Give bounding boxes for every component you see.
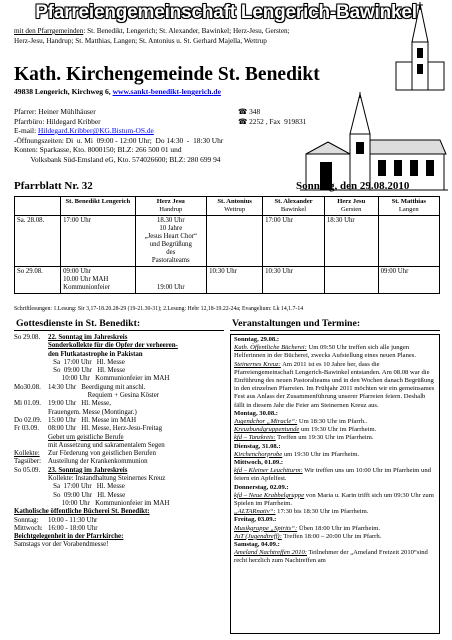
service-text: So 09:00 Uhr Hl. Messe xyxy=(48,491,126,499)
contact-row xyxy=(14,155,314,165)
event-date: Freitag, 03.09.: xyxy=(234,516,277,524)
table-cell: Sa. 28.08. xyxy=(15,216,61,267)
event-entry xyxy=(234,459,436,467)
event-entry xyxy=(234,434,436,442)
service-line xyxy=(14,508,224,516)
email-link[interactable]: Hildegard.Kribber@KG.Bistum-OS.de xyxy=(38,126,154,135)
table-row xyxy=(15,216,440,267)
event-title: Ameland Nachtreffen 2010: xyxy=(234,549,308,557)
service-line xyxy=(14,533,224,541)
contact-label: Pfarrer: Heiner Mühlhäuser xyxy=(14,107,96,116)
event-date: Samstag, 04.09.: xyxy=(234,541,280,549)
event-title: Jugendchor „Miracle“: xyxy=(234,418,298,426)
event-date: Mittwoch, 01.09.: xyxy=(234,459,284,467)
event-text: 17:30 bis 18:30 Uhr im Pfarrheim. xyxy=(275,508,369,516)
newsletter-date: Sonntag, den 29.08.2010 xyxy=(296,180,410,192)
parish-list-lead: mit den Pfarrgemeinden xyxy=(14,27,84,35)
contact-row xyxy=(14,117,314,127)
event-entry xyxy=(234,525,436,533)
event-text: von Maria u. Karin trifft sich um 09:30 Uhr zum Spielen im Pfarrheim. xyxy=(234,491,434,508)
table-cell: 19:00 Uhr xyxy=(135,267,207,294)
event-text: Um 09:50 Uhr treffen sich alle jungen Helferinnen in der Bücherei, zwecks Aufstellung eines neuen Planes. xyxy=(234,344,417,360)
service-text: Sonderkollekte für die Opfer der verheeren- xyxy=(48,342,178,350)
service-line xyxy=(14,458,224,466)
service-line xyxy=(14,541,224,549)
parish-address xyxy=(14,87,221,96)
contact-number: 348 xyxy=(249,107,261,116)
event-text: Wir treffen uns um 10:00 Uhr im Pfarrheim und feiern ein Apfelfest. xyxy=(234,467,431,483)
service-line xyxy=(14,342,224,350)
service-text: 10:00 Uhr Kommunionfeier im MAH xyxy=(48,375,170,383)
service-text: Katholische öffentliche Bücherei St. Benedikt: xyxy=(14,508,150,516)
service-line xyxy=(14,425,224,433)
service-line xyxy=(14,351,224,359)
parish-list xyxy=(14,26,384,46)
service-date: Tagsüber: xyxy=(14,458,42,466)
contact-label: -Öffnungszeiten: Di u. Mi 09:00 - 12:00 Uhr; Do 14:30 - 18:30 Uhr xyxy=(14,135,224,145)
header-name: St. Antonius xyxy=(217,198,252,205)
table-row xyxy=(15,267,440,294)
header-name: Herz Jesu xyxy=(156,198,185,205)
events-list xyxy=(230,334,440,634)
service-text: mit Aussetzung und sakramentalem Segen xyxy=(48,441,165,449)
table-cell: 17:00 Uhr xyxy=(263,216,325,267)
header-sub: Gersten xyxy=(340,206,362,213)
table-header-row xyxy=(15,197,440,216)
church-building-image xyxy=(300,92,448,192)
service-date: So 05.09. xyxy=(14,466,41,474)
service-text: Frauengem. Messe (Montingar.) xyxy=(48,408,137,416)
table-cell: 17:00 Uhr xyxy=(61,216,135,267)
event-entry xyxy=(234,336,436,344)
address-text: 49838 Lengerich, Kirchweg 6, xyxy=(14,87,111,96)
service-text: 19:00 Uhr Hl. Messe, xyxy=(48,400,111,408)
event-entry xyxy=(234,549,436,565)
service-date: Sonntag: xyxy=(14,516,39,524)
newsletter-number: Pfarrblatt Nr. 32 xyxy=(14,180,93,192)
event-title: kfd – Kleiner Leuchtturm: xyxy=(234,467,303,475)
service-text: 23. Sonntag im Jahreskreis xyxy=(48,466,128,474)
services-heading: Gottesdienste in St. Benedikt: xyxy=(14,318,224,331)
mass-schedule-table xyxy=(14,196,440,294)
event-title: Kath. Öffentliche Bücherei: xyxy=(234,344,307,352)
service-date: So 29.08. xyxy=(14,334,41,341)
event-date: Donnerstag, 02.09.: xyxy=(234,483,289,491)
phone-icon: ☎ xyxy=(238,116,250,126)
event-entry xyxy=(234,344,436,360)
event-title: Kreuzbundgruppentunde xyxy=(234,426,300,434)
service-line xyxy=(14,400,224,408)
service-line xyxy=(14,483,224,491)
phone-icon: ☎ xyxy=(238,107,250,116)
service-text: 22. Sonntag im Jahreskreis xyxy=(48,334,128,341)
service-line xyxy=(14,417,224,425)
contact-value xyxy=(238,117,306,127)
event-entry xyxy=(234,426,436,434)
church-steeple-image xyxy=(392,2,448,92)
header-sub: Langen xyxy=(398,206,419,213)
service-line xyxy=(14,525,224,533)
table-cell xyxy=(207,216,263,267)
table-header-cell xyxy=(135,197,207,216)
header-name: St. Benedikt Lengerich xyxy=(65,198,131,205)
event-entry xyxy=(234,533,436,541)
event-entry xyxy=(234,541,436,549)
service-text: So 09:00 Uhr Hl. Messe xyxy=(48,367,126,375)
service-text: Samstags vor der Vorabendmesse! xyxy=(14,541,109,549)
table-cell: 09:00 Uhr 10.00 Uhr MAH Kommunionfeier xyxy=(61,267,135,294)
service-text: 10:00 - 11:30 Uhr xyxy=(48,516,98,524)
contact-label: Konten: Sparkasse, Kto. 8000150; BLZ: 266 500 01 und xyxy=(14,145,182,154)
event-text: Üben 18:00 Uhr im Pfarrheim. xyxy=(297,524,380,532)
service-text: 10:00 Uhr Kommunionfeier im MAH xyxy=(48,499,170,507)
service-text: Zur Förderung von geistlichen Berufen xyxy=(48,450,156,458)
event-text: Um 18:30 Uhr im Pfarrh.. xyxy=(297,418,368,426)
event-entry xyxy=(234,451,436,459)
event-entry xyxy=(234,361,436,410)
service-date: Mittwoch: xyxy=(14,524,43,532)
event-title: JuT (Jugendtreff): xyxy=(234,532,282,540)
event-entry xyxy=(234,410,436,418)
event-text: um 19:30 Uhr im Pfarrheim. xyxy=(299,426,377,434)
table-cell xyxy=(378,216,439,267)
header-sub: Bawinkel xyxy=(280,206,307,213)
table-cell: So 29.08. xyxy=(15,267,61,294)
scripture-readings: Schriftlesungen: 1.Lesung: Sir 3,17-18.20.28-29 (19-21.30-31); 2.Lesung: Hebr 12,18-19.22-24a; Evangelium: Lk 14,1.7-14 xyxy=(14,306,304,312)
event-text: Teilnehmer der „Ameland Freizeit 2010“sind recht herzlich zum Nachtreffen am xyxy=(234,549,428,565)
events-heading: Veranstaltungen und Termine: xyxy=(230,318,440,331)
service-text: Requiem + Gesina Köster xyxy=(48,392,160,400)
service-line xyxy=(14,500,224,508)
parish-list-line1: : St. Benedikt, Lengerich; St. Alexander, Bawinkel; Herz-Jesu, Gersten; xyxy=(83,27,290,35)
service-text: Sa 17:00 Uhr Hl. Messe xyxy=(48,483,125,491)
service-text: 08:00 Uhr Hl. Messe, Herz-Jesu-Freitag xyxy=(48,425,163,433)
service-line xyxy=(14,475,224,483)
service-date: Mo30.08. xyxy=(14,383,41,391)
table-header-cell xyxy=(61,197,135,216)
page-title: Kath. Kirchengemeinde St. Benedikt xyxy=(14,64,320,85)
website-link[interactable]: www.sankt-benedikt-lengerich.de xyxy=(112,87,222,96)
service-line xyxy=(14,517,224,525)
event-title: Kirchenchorprobe xyxy=(234,450,283,458)
event-entry xyxy=(234,443,436,451)
event-title: kfd – Neue Krabbelgruppe xyxy=(234,491,305,499)
service-line xyxy=(14,434,224,442)
event-date: Montag, 30.08.: xyxy=(234,409,278,417)
event-title: kfd – Tanzkreis: xyxy=(234,434,276,442)
event-text: Am 2011 ist es 10 Jahre her, dass die Pfarreiengemeinschaft Lengerich-Bawinkel entstanden. Am 08.08 war die Einführung des neuen Pastoralteams und in den Wochen danach Begrüßung in den einzelnen Pfarreien. Im Frühjahr 2011 möchten wir ein gemeinsames Fest aus Anlass der Zusammenführung unserer Pfarreien feiern. Deshalb fällt in diesem Jahr die Feier am Steinernen Kreuz aus. xyxy=(234,360,435,409)
service-text: Sa 17:00 Uhr Hl. Messe xyxy=(48,358,125,366)
service-line xyxy=(14,367,224,375)
contact-label: Pfarrbüro: Hildegard Kribber xyxy=(14,116,101,126)
service-line xyxy=(14,334,224,342)
service-date: Mi 01.09. xyxy=(14,400,41,408)
event-entry xyxy=(234,484,436,492)
table-cell: 18.30 Uhr 10 Jahre „Jesus Heart Chor“ und Begrüßung des Pastoralteams xyxy=(135,216,207,267)
service-text: 16:00 - 18:00 Uhr xyxy=(48,524,98,532)
service-line xyxy=(14,467,224,475)
header-sub: Handrup xyxy=(159,206,183,213)
parish-list-line2: Herz-Jesu, Handrup; St. Matthias, Langen; St. Antonius u. St. Gerhard Majella, Wettrup xyxy=(14,37,267,45)
event-entry xyxy=(234,508,436,516)
table-cell: 18:30 Uhr xyxy=(324,216,378,267)
event-text: Treffen 18:00 – 20:00 Uhr im Pfarrh. xyxy=(281,532,382,540)
service-date: Kollekte: xyxy=(14,450,40,458)
service-line xyxy=(14,392,224,400)
event-entry xyxy=(234,516,436,524)
service-text: Gebet um geistliche Berufe xyxy=(48,433,124,441)
event-entry xyxy=(234,492,436,508)
service-line xyxy=(14,442,224,450)
table-cell xyxy=(324,267,378,294)
table-header-cell xyxy=(263,197,325,216)
service-line xyxy=(14,375,224,383)
service-line xyxy=(14,492,224,500)
event-title: „ALTARnativ“: xyxy=(234,508,276,516)
table-header-cell xyxy=(324,197,378,216)
service-text: Kollekte: Instandhaltung Steinernes Kreuz xyxy=(48,475,166,483)
service-date: Fr 03.09. xyxy=(14,425,40,433)
service-line xyxy=(14,384,224,392)
table-header-cell xyxy=(378,197,439,216)
header-name: Herz Jesu xyxy=(337,198,366,205)
contact-label: Volksbank Süd-Emsland eG, Kto. 574026600; BLZ: 280 699 94 xyxy=(14,154,221,164)
service-line xyxy=(14,450,224,458)
contact-number: 2252 , Fax 919831 xyxy=(249,116,307,126)
table-cell: 09:00 Uhr xyxy=(378,267,439,294)
service-text: den Flutkatastrophe in Pakistan xyxy=(48,350,143,358)
header-name: St. Alexander xyxy=(274,198,313,205)
table-header-cell xyxy=(207,197,263,216)
contact-value xyxy=(238,107,260,117)
header-sub: Wettrup xyxy=(224,206,246,213)
table-header-cell xyxy=(15,197,61,216)
service-text: Austeilung der Krankenkommunion xyxy=(48,458,148,466)
parish-banner-title: Pfarreiengemeinschaft Lengerich-Bawinkel xyxy=(35,2,417,23)
contact-row xyxy=(14,107,314,117)
service-line xyxy=(14,359,224,367)
event-text: Treffen um 19:30 Uhr im Pfarrheim. xyxy=(275,434,374,442)
service-text: 15:00 Uhr Hl. Messe im MAH xyxy=(48,416,137,424)
service-text: 14:30 Uhr Beerdigung mit anschl. xyxy=(48,383,146,391)
header-name: St. Matthias xyxy=(391,198,426,205)
event-date: Dienstag, 31.08.: xyxy=(234,442,281,450)
table-cell: 10:30 Uhr xyxy=(207,267,263,294)
event-title: Steinernes Kreuz: xyxy=(234,360,281,368)
service-date: Do 02.09. xyxy=(14,416,42,424)
contact-row xyxy=(14,126,314,136)
table-cell: 10:30 Uhr xyxy=(263,267,325,294)
service-text: Beichtgelegenheit in der Pfarrkirche: xyxy=(14,533,124,541)
contact-row xyxy=(14,145,314,155)
event-title: Musikgruppe „Spirits“: xyxy=(234,524,298,532)
event-text: um 19:30 Uhr im Pfarrheim. xyxy=(282,450,360,458)
contact-row xyxy=(14,136,314,146)
service-line xyxy=(14,409,224,417)
event-entry xyxy=(234,467,436,483)
contact-block xyxy=(14,107,314,164)
services-list xyxy=(14,334,224,550)
event-entry xyxy=(234,418,436,426)
event-date: Sonntag, 29.08.: xyxy=(234,336,280,343)
contact-label: E-mail: xyxy=(14,126,39,135)
